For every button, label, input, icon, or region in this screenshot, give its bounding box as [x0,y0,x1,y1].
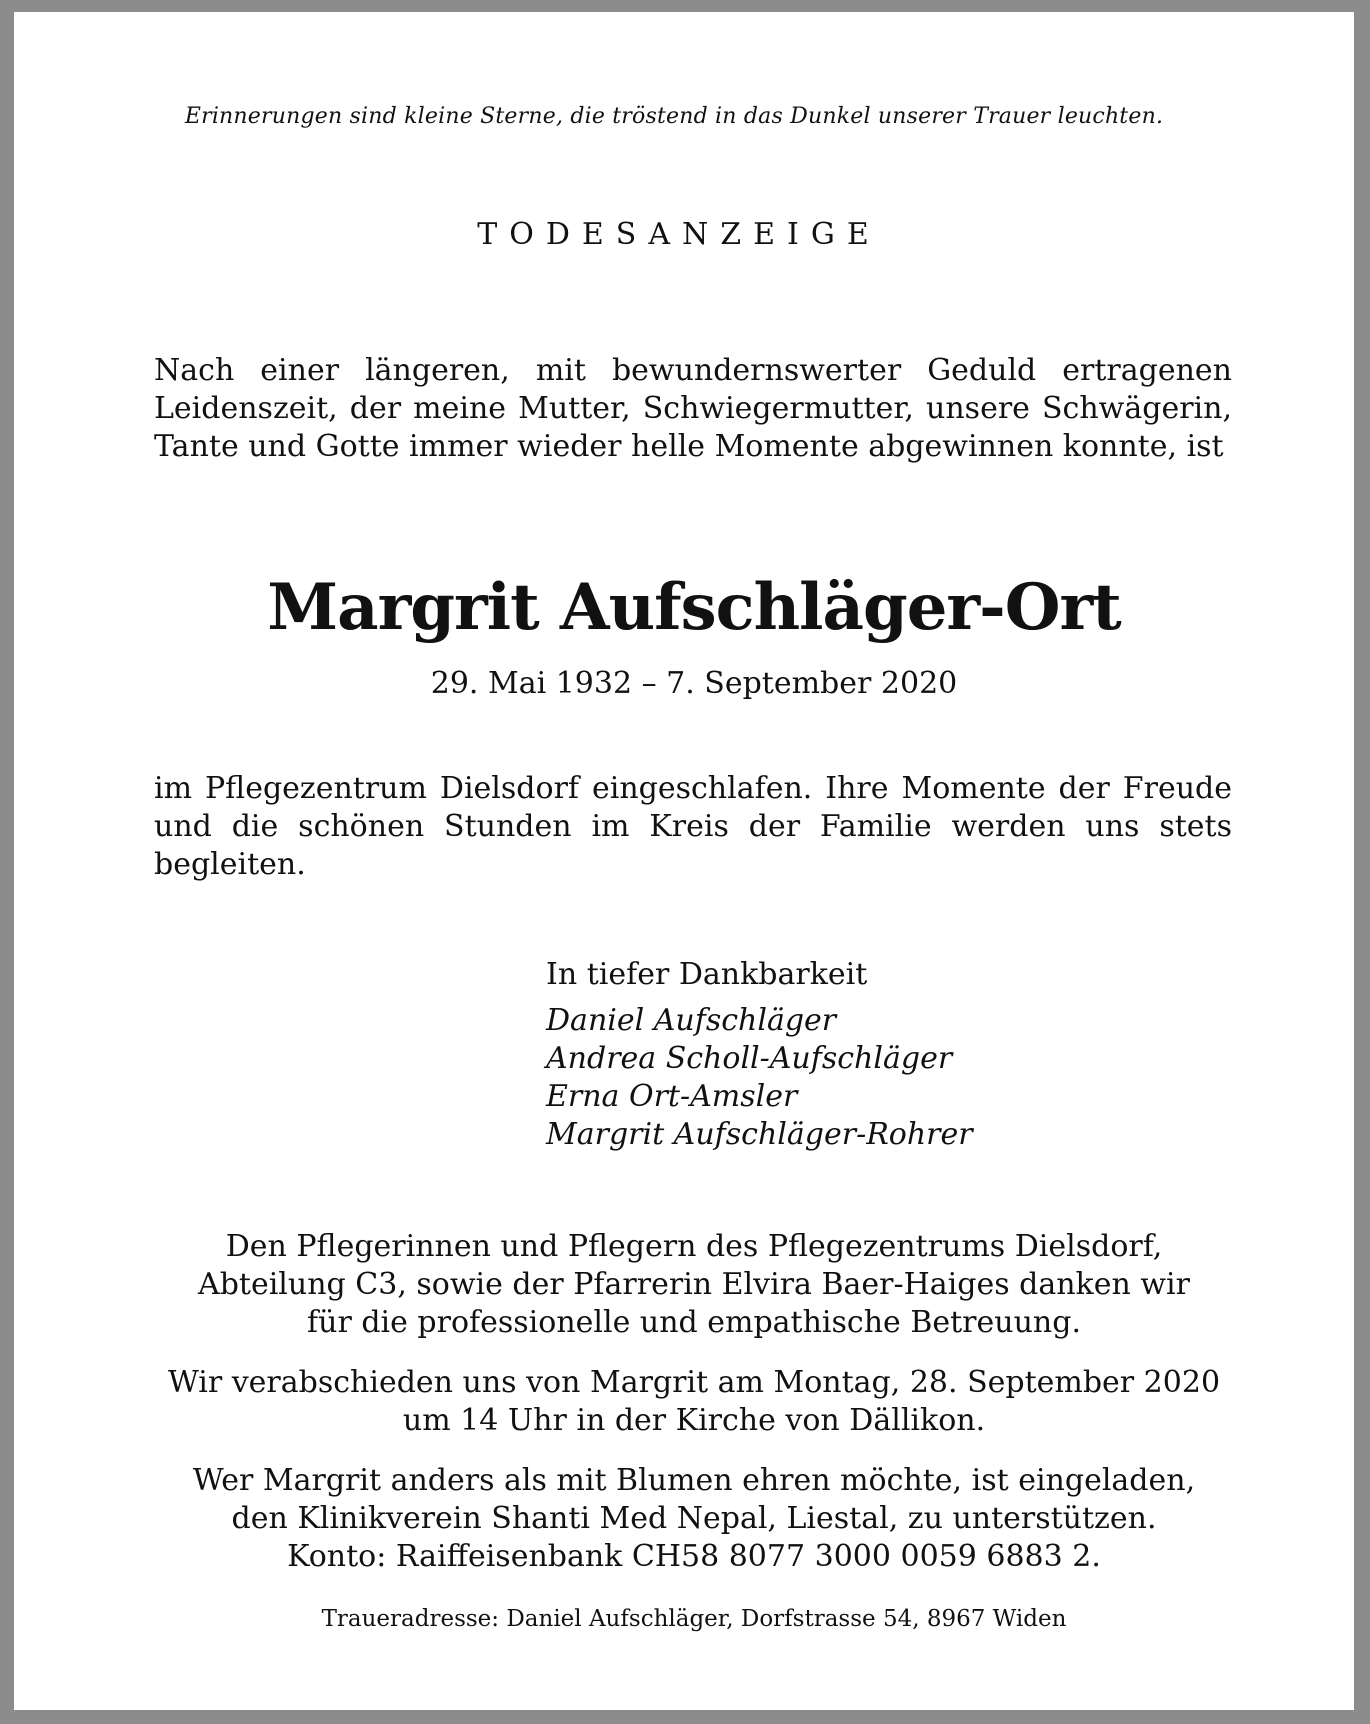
donation-line: den Klinikverein Shanti Med Nepal, Liestal, zu unterstützen. [231,1501,1157,1536]
signer-name: Margrit Aufschläger-Rohrer [546,1117,973,1152]
mourning-address: Traueradresse: Daniel Aufschläger, Dorfstrasse 54, 8967 Widen [321,1606,1067,1632]
service-line: um 14 Uhr in der Kirche von Dällikon. [402,1403,986,1438]
signer-name: Daniel Aufschläger [546,1003,837,1038]
donation-line: Konto: Raiffeisenbank CH58 8077 3000 0059 6883 2. [287,1539,1101,1574]
thanks-paragraph [114,1228,1274,1342]
signers-list [546,1002,973,1154]
motto-quote: Erinnerungen sind kleine Sterne, die tröstend in das Dunkel unserer Trauer leuchten. [184,104,1164,129]
donation-line: Wer Margrit anders als mit Blumen ehren möchte, ist eingeladen, [192,1463,1196,1498]
signoff-line: In tiefer Dankbarkeit [546,957,868,992]
thanks-line: Abteilung C3, sowie der Pfarrerin Elvira Baer-Haiges danken wir [198,1267,1190,1302]
life-dates: 29. Mai 1932 – 7. September 2020 [430,666,958,701]
signer-name: Erna Ort-Amsler [546,1079,798,1114]
thanks-line: Den Pflegerinnen und Pflegern des Pflegezentrums Dielsdorf, [225,1229,1163,1264]
page-title: TODESANZEIGE [477,217,881,252]
service-paragraph [114,1364,1274,1440]
donation-paragraph [114,1462,1274,1576]
thanks-line: für die professionelle und empathische Betreuung. [307,1305,1081,1340]
after-paragraph: im Pflegezentrum Dielsdorf eingeschlafen. Ihre Momente der Freude und die schönen Stunden im Kreis der Familie werden uns stets begleiten. [154,771,1232,882]
signer-name: Andrea Scholl-Aufschläger [546,1041,953,1076]
obituary-page [14,12,1354,1710]
service-line: Wir verabschieden uns von Margrit am Montag, 28. September 2020 [167,1365,1221,1400]
intro-paragraph: Nach einer längeren, mit bewundernswerter Geduld ertragenen Leidenszeit, der meine Mutter, Schwiegermutter, unsere Schwägerin, Tante und Gotte immer wieder helle Momente abgewinnen konnte, ist [154,353,1232,464]
deceased-name: Margrit Aufschläger-Ort [267,570,1121,645]
